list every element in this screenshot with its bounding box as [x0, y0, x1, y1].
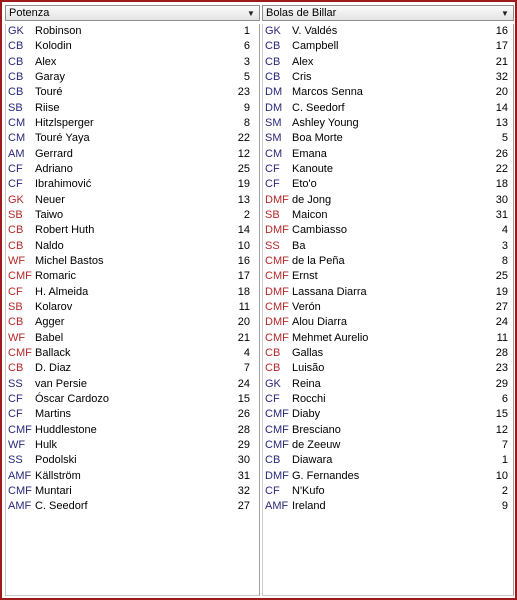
player-row[interactable] [6, 162, 259, 177]
player-number: 7 [243, 362, 250, 375]
player-name: Robinson [35, 25, 82, 37]
player-position: CB [265, 40, 281, 53]
player-name: Mehmet Aurelio [292, 331, 369, 344]
player-row[interactable] [263, 300, 513, 315]
player-row[interactable] [263, 438, 513, 453]
player-position: CB [265, 362, 281, 375]
player-name: Touré Yaya [35, 132, 90, 145]
player-name: Gallas [292, 346, 324, 359]
player-name: Podolski [35, 454, 77, 467]
player-number: 27 [237, 500, 250, 513]
player-position: CMF [265, 254, 289, 267]
player-number: 4 [501, 224, 508, 237]
player-row[interactable] [263, 55, 513, 70]
player-row[interactable] [263, 377, 513, 392]
player-name: Diaby [292, 408, 321, 421]
player-row[interactable] [6, 116, 259, 131]
player-number: 29 [495, 377, 508, 390]
player-name: Diawara [292, 454, 333, 467]
player-row[interactable] [263, 85, 513, 100]
player-number: 32 [237, 484, 250, 497]
player-position: AMF [265, 500, 289, 513]
player-name: de Zeeuw [292, 438, 341, 451]
player-row[interactable] [6, 484, 259, 499]
player-number: 6 [501, 392, 508, 405]
player-name: Agger [35, 316, 65, 329]
player-position: CB [8, 224, 24, 237]
player-number: 9 [243, 101, 250, 114]
chevron-down-icon[interactable]: ▼ [247, 9, 255, 18]
player-number: 21 [237, 331, 250, 344]
player-number: 13 [237, 193, 250, 206]
player-name: Maicon [292, 208, 328, 221]
player-position: DM [265, 101, 283, 114]
player-row[interactable] [263, 499, 513, 514]
player-name: G. Fernandes [292, 469, 360, 482]
player-row[interactable] [6, 361, 259, 376]
player-row[interactable] [6, 499, 259, 514]
player-row[interactable] [263, 239, 513, 254]
player-position: SS [265, 239, 280, 252]
player-row[interactable] [6, 453, 259, 468]
player-row[interactable] [263, 453, 513, 468]
player-row[interactable] [6, 469, 259, 484]
player-number: 16 [237, 254, 250, 267]
player-row[interactable] [6, 131, 259, 146]
player-name: V. Valdés [292, 25, 338, 37]
player-name: C. Seedorf [35, 500, 88, 513]
player-position: CB [8, 239, 24, 252]
player-number: 29 [237, 438, 250, 451]
player-name: Alex [35, 55, 57, 68]
player-row[interactable] [6, 70, 259, 85]
player-name: de Jong [292, 193, 332, 206]
player-name: Ernst [292, 270, 318, 283]
player-name: C. Seedorf [292, 101, 345, 114]
player-row[interactable] [6, 254, 259, 269]
left-team-dropdown[interactable] [5, 5, 260, 21]
player-row[interactable] [263, 208, 513, 223]
player-position: DMF [265, 224, 289, 237]
player-row[interactable] [6, 315, 259, 330]
player-number: 5 [501, 132, 508, 145]
player-number: 26 [495, 147, 508, 160]
player-name: Lassana Diarra [292, 285, 367, 298]
player-position: CB [265, 454, 281, 467]
player-number: 18 [237, 285, 250, 298]
player-position: GK [265, 377, 281, 390]
player-row[interactable] [6, 193, 259, 208]
player-row[interactable] [6, 346, 259, 361]
player-number: 8 [243, 116, 250, 129]
player-number: 17 [237, 270, 250, 283]
player-name: Martins [35, 408, 72, 421]
player-position: CMF [8, 484, 32, 497]
player-number: 2 [501, 484, 508, 497]
player-row[interactable] [6, 239, 259, 254]
player-row[interactable] [6, 438, 259, 453]
player-number: 1 [501, 454, 508, 467]
player-row[interactable] [263, 346, 513, 361]
player-row[interactable] [263, 70, 513, 85]
player-name: van Persie [35, 377, 87, 390]
player-position: CM [8, 132, 26, 145]
player-position: DMF [265, 285, 289, 298]
player-position: CB [8, 362, 24, 375]
player-position: CMF [8, 270, 32, 283]
player-name: Kanoute [292, 162, 333, 175]
player-number: 23 [237, 86, 250, 99]
right-team-dropdown[interactable] [262, 5, 514, 21]
player-number: 22 [237, 132, 250, 145]
player-number: 13 [495, 116, 508, 129]
player-name: Michel Bastos [35, 254, 104, 267]
player-position: CF [8, 392, 23, 405]
player-number: 14 [495, 101, 508, 114]
player-position: GK [265, 25, 281, 37]
player-row[interactable] [6, 55, 259, 70]
player-position: SM [265, 116, 282, 129]
player-name: Ashley Young [292, 116, 359, 129]
player-name: H. Almeida [35, 285, 89, 298]
player-row[interactable] [6, 407, 259, 422]
player-number: 30 [495, 193, 508, 206]
player-number: 22 [495, 162, 508, 175]
player-position: SB [8, 208, 23, 221]
player-name: Garay [35, 70, 65, 83]
player-number: 21 [495, 55, 508, 68]
player-number: 6 [243, 40, 250, 53]
player-name: Robert Huth [35, 224, 95, 237]
player-name: Verón [292, 300, 321, 313]
player-row[interactable] [263, 484, 513, 499]
player-number: 24 [237, 377, 250, 390]
player-number: 31 [495, 208, 508, 221]
left-team-selected: Potenza [9, 7, 50, 19]
player-name: Marcos Senna [292, 86, 363, 99]
player-name: Cris [292, 70, 312, 83]
player-row[interactable] [6, 101, 259, 116]
player-number: 11 [496, 331, 508, 344]
player-position: CMF [265, 438, 289, 451]
player-number: 23 [495, 362, 508, 375]
player-position: DM [265, 86, 283, 99]
player-row[interactable] [263, 269, 513, 284]
player-row[interactable] [6, 269, 259, 284]
player-position: SB [8, 101, 23, 114]
player-position: CB [8, 86, 24, 99]
player-position: CF [8, 178, 23, 191]
player-position: CF [265, 178, 280, 191]
player-name: Cambiasso [292, 224, 348, 237]
player-position: AMF [8, 500, 32, 513]
player-row[interactable] [6, 147, 259, 162]
player-row[interactable] [263, 116, 513, 131]
player-number: 18 [495, 178, 508, 191]
player-name: Muntari [35, 484, 72, 497]
player-row[interactable] [6, 285, 259, 300]
player-position: CM [8, 116, 26, 129]
player-name: Campbell [292, 40, 339, 53]
player-row[interactable] [6, 392, 259, 407]
player-position: CMF [265, 331, 289, 344]
player-row[interactable] [6, 300, 259, 315]
player-position: CM [265, 147, 283, 160]
player-number: 24 [495, 316, 508, 329]
player-name: Kolarov [35, 300, 73, 313]
player-name: de la Peña [292, 254, 345, 267]
player-number: 14 [237, 224, 250, 237]
player-number: 1 [243, 25, 250, 37]
player-number: 8 [501, 254, 508, 267]
player-name: Huddlestone [35, 423, 97, 436]
player-row[interactable] [263, 315, 513, 330]
player-position: WF [8, 438, 26, 451]
right-team-panel [262, 5, 514, 596]
player-position: CB [8, 40, 24, 53]
player-row[interactable] [263, 407, 513, 422]
player-row[interactable] [263, 392, 513, 407]
player-name: Kolodin [35, 40, 72, 53]
player-row[interactable] [263, 254, 513, 269]
player-number: 2 [243, 208, 250, 221]
player-number: 19 [237, 178, 250, 191]
player-number: 12 [237, 147, 250, 160]
player-number: 32 [495, 70, 508, 83]
player-position: CMF [265, 423, 289, 436]
player-number: 4 [243, 346, 250, 359]
player-name: Touré [35, 86, 63, 99]
player-position: SB [8, 300, 23, 313]
player-position: DMF [265, 469, 289, 482]
player-name: Gerrard [35, 147, 73, 160]
player-row[interactable] [6, 423, 259, 438]
player-position: CF [8, 285, 23, 298]
player-name: Romaric [35, 270, 76, 283]
player-number: 31 [237, 469, 250, 482]
player-position: CB [8, 70, 24, 83]
player-row[interactable] [263, 147, 513, 162]
player-name: Ba [292, 239, 306, 252]
player-number: 26 [237, 408, 250, 421]
player-name: Taiwo [35, 208, 64, 221]
player-position: AMF [8, 469, 32, 482]
player-name: Riise [35, 101, 60, 114]
right-player-list[interactable] [262, 24, 514, 596]
player-name: Rocchi [292, 392, 326, 405]
player-number: 3 [501, 239, 508, 252]
player-number: 10 [237, 239, 250, 252]
player-name: Eto'o [292, 178, 317, 191]
player-name: Bresciano [292, 423, 341, 436]
player-row[interactable] [263, 177, 513, 192]
player-row[interactable] [263, 361, 513, 376]
player-row[interactable] [263, 193, 513, 208]
player-name: D. Diaz [35, 362, 72, 375]
player-row[interactable] [263, 101, 513, 116]
player-position: SB [265, 208, 280, 221]
player-position: AM [8, 147, 25, 160]
player-number: 12 [495, 423, 508, 436]
player-position: CMF [265, 270, 289, 283]
player-row[interactable] [263, 285, 513, 300]
player-position: DMF [265, 193, 289, 206]
player-position: CMF [8, 423, 32, 436]
player-position: CF [265, 162, 280, 175]
left-player-list[interactable] [5, 24, 260, 596]
player-number: 5 [243, 70, 250, 83]
player-number: 20 [237, 316, 250, 329]
player-name: Emana [292, 147, 327, 160]
player-number: 28 [237, 423, 250, 436]
player-name: Luisão [292, 362, 325, 375]
player-name: Reina [292, 377, 321, 390]
player-row[interactable] [263, 331, 513, 346]
player-name: Babel [35, 331, 64, 344]
player-position: SS [8, 454, 23, 467]
player-position: GK [8, 193, 24, 206]
player-row[interactable] [6, 85, 259, 100]
player-number: 15 [495, 408, 508, 421]
player-name: Neuer [35, 193, 65, 206]
player-row[interactable] [6, 223, 259, 238]
player-name: Naldo [35, 239, 64, 252]
player-position: CF [8, 162, 23, 175]
player-number: 28 [495, 346, 508, 359]
player-position: SS [8, 377, 23, 390]
player-row[interactable] [263, 39, 513, 54]
player-name: Alex [292, 55, 314, 68]
player-name: Boa Morte [292, 132, 343, 145]
player-number: 25 [495, 270, 508, 283]
player-number: 11 [238, 300, 250, 313]
player-row[interactable] [6, 177, 259, 192]
player-position: CF [8, 408, 23, 421]
player-number: 10 [495, 469, 508, 482]
player-name: Källström [35, 469, 81, 482]
player-number: 3 [243, 55, 250, 68]
right-team-selected: Bolas de Billar [266, 7, 337, 19]
player-position: CB [265, 70, 281, 83]
player-number: 20 [495, 86, 508, 99]
player-row[interactable] [263, 223, 513, 238]
player-row[interactable] [6, 208, 259, 223]
player-row[interactable] [263, 469, 513, 484]
player-number: 16 [495, 25, 508, 37]
player-number: 9 [501, 500, 508, 513]
player-number: 30 [237, 454, 250, 467]
player-number: 15 [237, 392, 250, 405]
player-row[interactable] [263, 162, 513, 177]
left-team-panel [5, 5, 260, 596]
player-position: GK [8, 25, 24, 37]
player-position: CB [8, 316, 24, 329]
player-number: 7 [501, 438, 508, 451]
player-row[interactable] [6, 377, 259, 392]
player-position: CB [8, 55, 24, 68]
player-number: 17 [495, 40, 508, 53]
player-position: WF [8, 254, 26, 267]
player-position: SM [265, 132, 282, 145]
player-row[interactable] [263, 423, 513, 438]
player-row[interactable] [6, 24, 259, 39]
player-name: Óscar Cardozo [35, 392, 109, 405]
player-name: Ballack [35, 346, 71, 359]
player-number: 27 [495, 300, 508, 313]
player-number: 25 [237, 162, 250, 175]
player-position: CF [265, 392, 280, 405]
player-position: WF [8, 331, 26, 344]
player-name: Adriano [35, 162, 73, 175]
player-position: CB [265, 346, 281, 359]
player-name: Ibrahimović [35, 178, 92, 191]
player-row[interactable] [6, 39, 259, 54]
player-position: CMF [265, 300, 289, 313]
player-position: DMF [265, 316, 289, 329]
player-name: Ireland [292, 500, 326, 513]
player-row[interactable] [263, 24, 513, 39]
player-number: 19 [495, 285, 508, 298]
player-position: CF [265, 484, 280, 497]
player-name: N'Kufo [292, 484, 325, 497]
chevron-down-icon[interactable]: ▼ [501, 9, 509, 18]
player-position: CB [265, 55, 281, 68]
player-name: Hitzlsperger [35, 116, 94, 129]
player-name: Alou Diarra [292, 316, 348, 329]
player-row[interactable] [6, 331, 259, 346]
player-position: CMF [8, 346, 32, 359]
player-name: Hulk [35, 438, 58, 451]
player-position: CMF [265, 408, 289, 421]
player-row[interactable] [263, 131, 513, 146]
